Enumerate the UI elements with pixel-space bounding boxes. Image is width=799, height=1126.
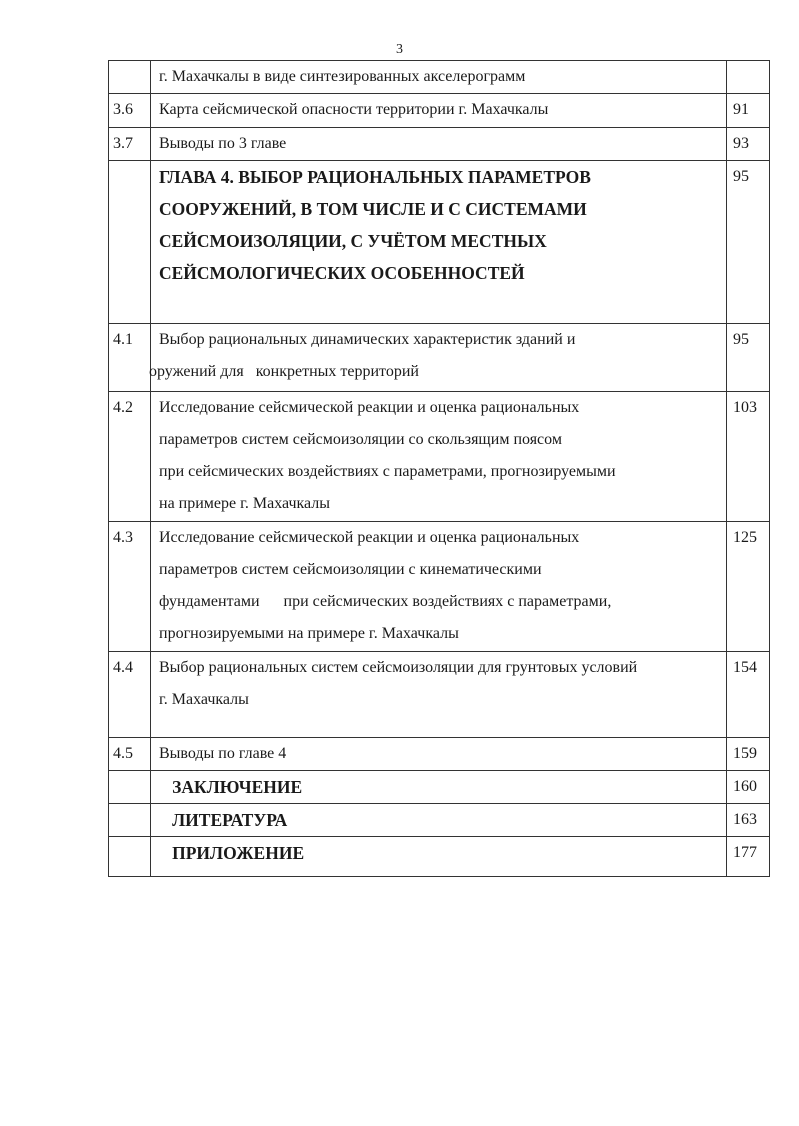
page-ref: 154 bbox=[727, 652, 770, 738]
page-ref: 163 bbox=[727, 804, 770, 837]
page-ref bbox=[727, 61, 770, 94]
section-number bbox=[109, 771, 151, 804]
page-ref: 93 bbox=[727, 128, 770, 161]
title-line: Выводы по главе 4 bbox=[159, 745, 287, 762]
title-line: Карта сейсмической опасности территории г. Махачкалы bbox=[159, 101, 549, 118]
section-title bbox=[151, 652, 727, 738]
section-number bbox=[109, 61, 151, 94]
title-line: Выбор рациональных систем сейсмоизоляции для грунтовых условий bbox=[159, 659, 638, 676]
title-line: параметров систем сейсмоизоляции с кинематическими bbox=[159, 561, 542, 578]
title-line: г. Махачкалы в виде синтезированных акселерограмм bbox=[159, 68, 526, 85]
title-line: ГЛАВА 4. ВЫБОР РАЦИОНАЛЬНЫХ ПАРАМЕТРОВ bbox=[159, 167, 591, 187]
title-line: г. Махачкалы bbox=[159, 691, 249, 708]
title-line: ЗАКЛЮЧЕНИЕ bbox=[159, 777, 303, 797]
title-line: СООРУЖЕНИЙ, В ТОМ ЧИСЛЕ И С СИСТЕМАМИ bbox=[159, 199, 587, 219]
toc-row bbox=[109, 738, 770, 771]
section-number: 4.5 bbox=[109, 738, 151, 771]
title-line: Выбор рациональных динамических характеристик зданий и bbox=[159, 331, 576, 348]
title-line: ЛИТЕРАТУРА bbox=[159, 810, 288, 830]
section-number bbox=[109, 161, 151, 324]
section-title bbox=[151, 804, 727, 837]
section-number: 3.7 bbox=[109, 128, 151, 161]
section-number: 3.6 bbox=[109, 94, 151, 128]
page-ref: 95 bbox=[727, 161, 770, 324]
toc-row bbox=[109, 324, 770, 392]
toc-row bbox=[109, 522, 770, 652]
section-number bbox=[109, 804, 151, 837]
section-number: 4.3 bbox=[109, 522, 151, 652]
page-ref: 160 bbox=[727, 771, 770, 804]
section-title bbox=[151, 837, 727, 877]
page-ref: 95 bbox=[727, 324, 770, 392]
toc-row bbox=[109, 161, 770, 324]
section-title bbox=[151, 161, 727, 324]
page-ref: 159 bbox=[727, 738, 770, 771]
title-line: СЕЙСМОИЗОЛЯЦИИ, С УЧЁТОМ МЕСТНЫХ bbox=[159, 231, 547, 251]
title-line: фундаментами при сейсмических воздействиях с параметрами, bbox=[159, 593, 612, 610]
section-number bbox=[109, 837, 151, 877]
toc-row bbox=[109, 652, 770, 738]
section-title bbox=[151, 522, 727, 652]
toc-row bbox=[109, 837, 770, 877]
toc-row bbox=[109, 128, 770, 161]
section-title bbox=[151, 771, 727, 804]
toc-row bbox=[109, 804, 770, 837]
toc-row bbox=[109, 94, 770, 128]
section-number: 4.4 bbox=[109, 652, 151, 738]
section-number: 4.1 bbox=[109, 324, 151, 392]
page-number: 3 bbox=[396, 42, 403, 57]
section-title bbox=[151, 738, 727, 771]
page-ref: 125 bbox=[727, 522, 770, 652]
section-title bbox=[151, 61, 727, 94]
section-title bbox=[151, 94, 727, 128]
section-title bbox=[151, 128, 727, 161]
page-ref: 177 bbox=[727, 837, 770, 877]
section-title bbox=[151, 324, 727, 392]
title-line: оружений для конкретных территорий bbox=[149, 363, 419, 380]
title-line: Выводы по 3 главе bbox=[159, 135, 287, 152]
title-line: прогнозируемыми на примере г. Махачкалы bbox=[159, 625, 459, 642]
toc-row bbox=[109, 61, 770, 94]
section-number: 4.2 bbox=[109, 392, 151, 522]
page-ref: 91 bbox=[727, 94, 770, 128]
section-title bbox=[151, 392, 727, 522]
title-line: СЕЙСМОЛОГИЧЕСКИХ ОСОБЕННОСТЕЙ bbox=[159, 263, 525, 283]
title-line: Исследование сейсмической реакции и оценка рациональных bbox=[159, 529, 580, 546]
title-line: ПРИЛОЖЕНИЕ bbox=[159, 843, 305, 863]
table-of-contents bbox=[108, 60, 770, 877]
page-ref: 103 bbox=[727, 392, 770, 522]
toc-row bbox=[109, 392, 770, 522]
title-line: на примере г. Махачкалы bbox=[159, 495, 331, 512]
toc-row bbox=[109, 771, 770, 804]
title-line: Исследование сейсмической реакции и оценка рациональных bbox=[159, 399, 580, 416]
title-line: при сейсмических воздействиях с параметрами, прогнозируемыми bbox=[159, 463, 616, 480]
title-line: параметров систем сейсмоизоляции со скользящим поясом bbox=[159, 431, 562, 448]
